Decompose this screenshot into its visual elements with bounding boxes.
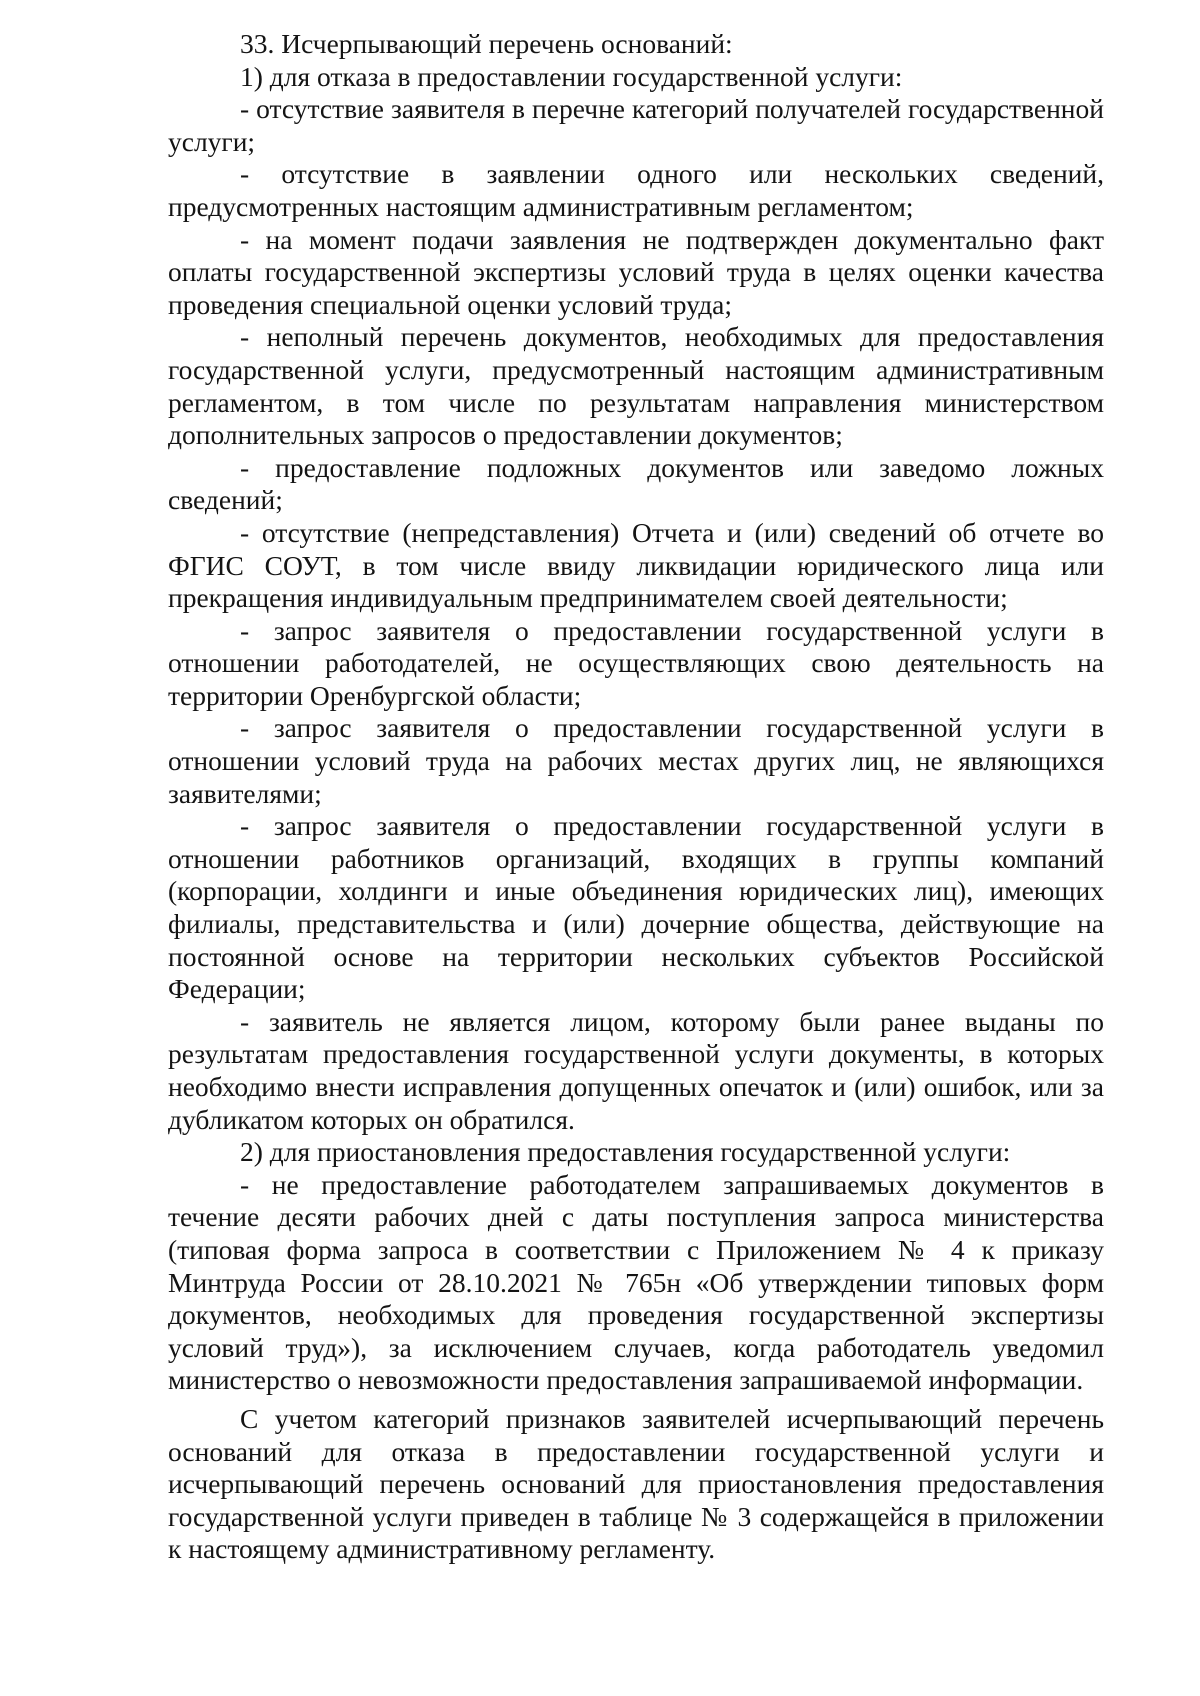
- refusal-item: - предоставление подложных документов или заведомо ложных сведений;: [168, 451, 1104, 516]
- subsection-title-suspension: 2) для приостановления предоставления государственной услуги:: [240, 1136, 1011, 1168]
- document-body: [168, 28, 1104, 1566]
- subsection-title-refusal: 1) для отказа в предоставлении государственной услуги:: [240, 60, 903, 92]
- refusal-item: - отсутствие заявителя в перечне категорий получателей государственной услуги;: [168, 93, 1104, 157]
- refusal-item: - запрос заявителя о предоставлении государственной услуги в отношении работников организаций, входящих в группы компаний (корпорации, холдинги и иные объединения юридических лиц), имеющих филиалы, представительства и (или) дочерние общества, действующие на постоянной основе на территории нескольких субъектов Российской Федерации;: [168, 810, 1104, 1005]
- refusal-item: - отсутствие в заявлении одного или нескольких сведений, предусмотренных настоящим административным регламентом;: [168, 158, 1104, 222]
- refusal-item: - неполный перечень документов, необходимых для предоставления государственной услуги, предусмотренный настоящим административным регламентом, в том числе по результатам направления министерством дополнительных запросов о предоставлении документов;: [168, 321, 1104, 451]
- refusal-item: - на момент подачи заявления не подтвержден документально факт оплаты государственной экспертизы условий труда в целях оценки качества проведения специальной оценки условий труда;: [168, 223, 1104, 320]
- refusal-item: - запрос заявителя о предоставлении государственной услуги в отношении работодателей, не осуществляющих свою деятельность на территории Оренбургской области;: [168, 614, 1104, 711]
- refusal-item: - отсутствие (непредставления) Отчета и (или) сведений об отчете во ФГИС СОУТ, в том числе ввиду ликвидации юридического лица или прекращения индивидуальным предпринимателем своей деятельности;: [168, 516, 1104, 614]
- closing-paragraph: С учетом категорий признаков заявителей исчерпывающий перечень оснований для отказа в предоставлении государственной услуги и исчерпывающий перечень оснований для приостановления предоставления государственной услуги приведен в таблице № 3 содержащейся в приложении к настоящему административному регламенту.: [168, 1402, 1104, 1565]
- section-heading: 33. Исчерпывающий перечень оснований:: [240, 28, 733, 59]
- refusal-item: - заявитель не является лицом, которому были ранее выданы по результатам предоставления государственной услуги документы, в которых необходимо внести исправления допущенных опечаток и (или) ошибок, или за дубликатом которых он обратился.: [168, 1005, 1104, 1135]
- suspension-item: - не предоставление работодателем запрашиваемых документов в течение десяти рабочих дней с даты поступления запроса министерства (типовая форма запроса в соответствии с Приложением № 4 к приказу Минтруда России от 28.10.2021 № 765н «Об утверждении типовых форм документов, необходимых для проведения государственной экспертизы условий труд»), за исключением случаев, когда работодатель уведомил министерство о невозможности предоставления запрашиваемой информации.: [168, 1168, 1104, 1396]
- refusal-item: - запрос заявителя о предоставлении государственной услуги в отношении условий труда на рабочих местах других лиц, не являющихся заявителями;: [168, 712, 1104, 809]
